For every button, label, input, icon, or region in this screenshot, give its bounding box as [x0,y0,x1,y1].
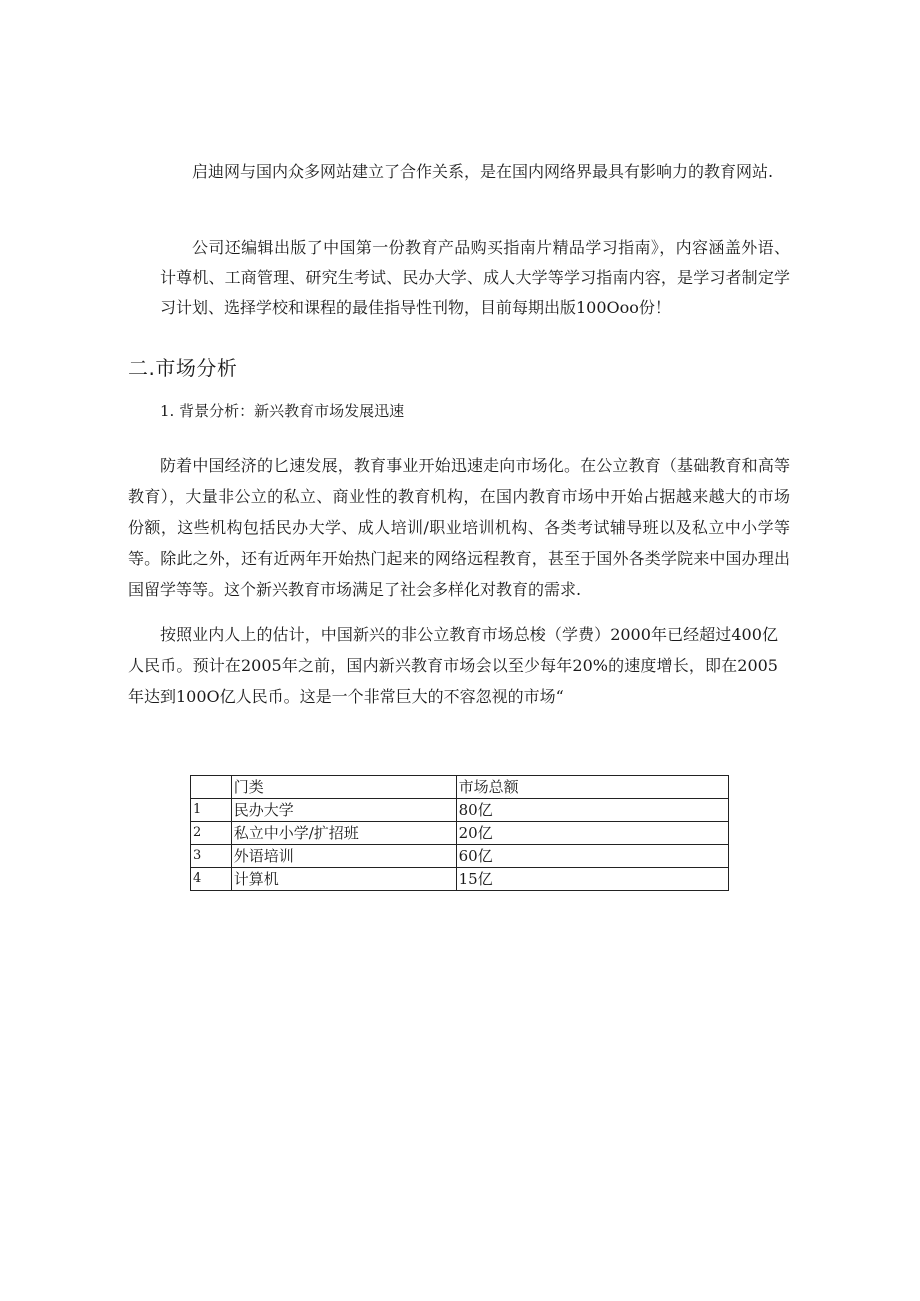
table-cell-index: 1 [191,799,232,822]
table-cell-amount: 20亿 [456,822,728,845]
table-cell-amount: 15亿 [456,868,728,891]
table-cell-index: 4 [191,868,232,891]
table-row [191,822,729,845]
market-size-table [190,775,729,891]
table-row [191,799,729,822]
table-header-cell [191,776,232,799]
table-cell-amount: 80亿 [456,799,728,822]
table-row [191,845,729,868]
table-header-cell: 市场总额 [456,776,728,799]
paragraph-study-guide: 公司还编辑出版了中国第一份教育产品购买指南片精品学习指南》，内容涵盖外语、计尊机、工商管理、研究生考试、民办大学、成人大学等学习指南内容，是学习者制定学习计划、选择学校和课程的最佳指导性刊物，目前每期出版100Ooo份！ [160,238,790,317]
table-cell-category: 民办大学 [231,799,456,822]
table-cell-category: 外语培训 [231,845,456,868]
table-header-cell: 门类 [231,776,456,799]
table-cell-category: 私立中小学/扩招班 [231,822,456,845]
paragraph-partnerships: 启迪网与国内众多网站建立了合作关系，是在国内网络界最具有影响力的教育网站. [192,162,774,181]
subheading-background-analysis: 1. 背景分析：新兴教育市场发展迅速 [160,402,405,420]
table-header-row [191,776,729,799]
section-heading-market-analysis: 二.市场分析 [128,356,238,380]
table-cell-index: 3 [191,845,232,868]
table-cell-category: 计算机 [231,868,456,891]
paragraph-market-estimate: 按照业内人上的估计，中国新兴的非公立教育市场总梭（学费）2000年已经超过400亿人民币。预计在2005年之前，国内新兴教育市场会以至少每年20%的速度增长，即在2005年达到100O亿人民币。这是一个非常巨大的不容忽视的市场“ [128,625,778,706]
table-cell-index: 2 [191,822,232,845]
table-row [191,868,729,891]
table-cell-amount: 60亿 [456,845,728,868]
paragraph-market-background: 防着中国经济的匕速发展，教育事业开始迅速走向市场化。在公立教育（基础教育和高等教育），大量非公立的私立、商业性的教育机构，在国内教育市场中开始占据越来越大的市场份额，这些机构包括民办大学、成人培训/职业培训机构、各类考试辅导班以及私立中小学等等。除此之外，还有近两年开始热门起来的网络远程教育，甚至于国外各类学院来中国办理出国留学等等。这个新兴教育市场满足了社会多样化对教育的需求. [128,456,790,599]
